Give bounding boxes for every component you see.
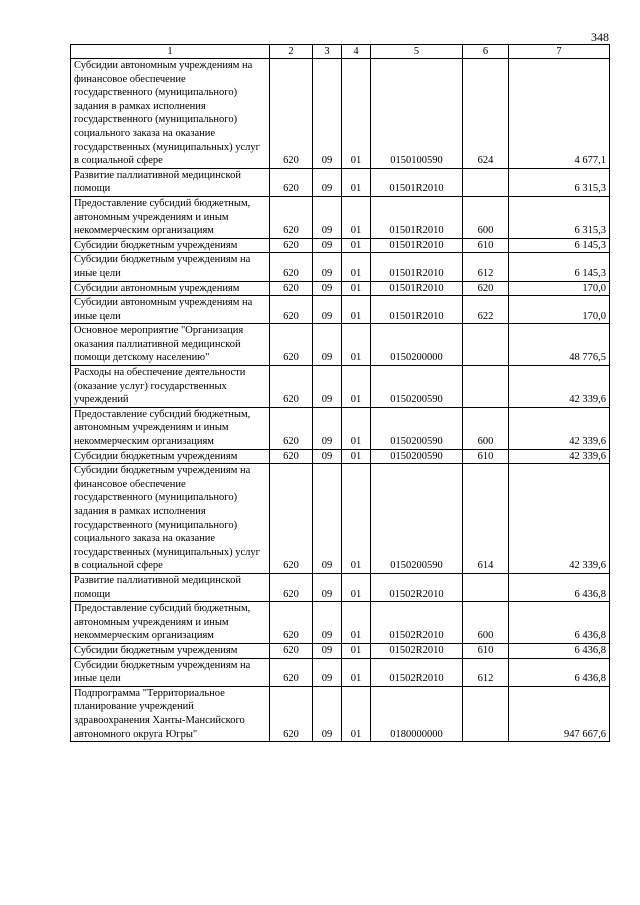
row-name-cell: Предоставление субсидий бюджетным, автономным учреждениям и иным некоммерческим организациям [71, 602, 270, 644]
admin-code-cell: 620 [270, 573, 313, 601]
subsection-code-cell: 01 [342, 658, 371, 686]
row-name-cell: Субсидии бюджетным учреждениям [71, 643, 270, 658]
expense-type-cell: 600 [463, 602, 509, 644]
section-code-cell: 09 [313, 464, 342, 574]
table-row [71, 59, 610, 169]
amount-cell: 6 436,8 [509, 602, 610, 644]
expense-type-cell [463, 366, 509, 408]
row-name-cell: Развитие паллиативной медицинской помощи [71, 168, 270, 196]
amount-cell: 42 339,6 [509, 407, 610, 449]
target-article-cell: 0180000000 [371, 686, 463, 741]
expense-type-cell [463, 168, 509, 196]
target-article-cell: 01502R2010 [371, 643, 463, 658]
section-code-cell: 09 [313, 602, 342, 644]
table-row [71, 573, 610, 601]
header-col-5: 5 [371, 45, 463, 59]
header-col-3: 3 [313, 45, 342, 59]
target-article-cell: 01502R2010 [371, 602, 463, 644]
section-code-cell: 09 [313, 643, 342, 658]
table-row [71, 296, 610, 324]
amount-cell: 6 436,8 [509, 658, 610, 686]
subsection-code-cell: 01 [342, 253, 371, 281]
subsection-code-cell: 01 [342, 686, 371, 741]
section-code-cell: 09 [313, 238, 342, 253]
row-name-cell: Расходы на обеспечение деятельности (оказание услуг) государственных учреждений [71, 366, 270, 408]
amount-cell: 42 339,6 [509, 464, 610, 574]
admin-code-cell: 620 [270, 324, 313, 366]
expense-type-cell: 610 [463, 449, 509, 464]
section-code-cell: 09 [313, 686, 342, 741]
amount-cell: 170,0 [509, 281, 610, 296]
page-number: 348 [591, 30, 609, 44]
amount-cell: 48 776,5 [509, 324, 610, 366]
subsection-code-cell: 01 [342, 464, 371, 574]
amount-cell: 6 145,3 [509, 238, 610, 253]
target-article-cell: 0150200590 [371, 449, 463, 464]
table-row [71, 643, 610, 658]
subsection-code-cell: 01 [342, 238, 371, 253]
subsection-code-cell: 01 [342, 281, 371, 296]
target-article-cell: 0150200000 [371, 324, 463, 366]
row-name-cell: Субсидии бюджетным учреждениям на финансовое обеспечение государственного (муниципального) задания в рамках исполнения государственного (муниципального) социального заказа на оказание государственных (муниципальных) услуг в социальной сфере [71, 464, 270, 574]
admin-code-cell: 620 [270, 658, 313, 686]
row-name-cell: Субсидии автономным учреждениям на иные цели [71, 296, 270, 324]
expense-type-cell: 610 [463, 643, 509, 658]
amount-cell: 6 315,3 [509, 168, 610, 196]
section-code-cell: 09 [313, 168, 342, 196]
row-name-cell: Развитие паллиативной медицинской помощи [71, 573, 270, 601]
amount-cell: 170,0 [509, 296, 610, 324]
target-article-cell: 01501R2010 [371, 296, 463, 324]
subsection-code-cell: 01 [342, 602, 371, 644]
subsection-code-cell: 01 [342, 449, 371, 464]
header-col-2: 2 [270, 45, 313, 59]
budget-table [70, 44, 610, 742]
admin-code-cell: 620 [270, 366, 313, 408]
target-article-cell: 01501R2010 [371, 281, 463, 296]
row-name-cell: Субсидии бюджетным учреждениям [71, 449, 270, 464]
amount-cell: 6 436,8 [509, 573, 610, 601]
section-code-cell: 09 [313, 59, 342, 169]
target-article-cell: 01501R2010 [371, 168, 463, 196]
subsection-code-cell: 01 [342, 296, 371, 324]
table-row [71, 449, 610, 464]
target-article-cell: 01502R2010 [371, 658, 463, 686]
row-name-cell: Субсидии бюджетным учреждениям [71, 238, 270, 253]
subsection-code-cell: 01 [342, 573, 371, 601]
section-code-cell: 09 [313, 658, 342, 686]
target-article-cell: 0150100590 [371, 59, 463, 169]
table-row [71, 238, 610, 253]
target-article-cell: 01501R2010 [371, 196, 463, 238]
table-row [71, 366, 610, 408]
row-name-cell: Субсидии бюджетным учреждениям на иные цели [71, 253, 270, 281]
table-row [71, 324, 610, 366]
amount-cell: 6 145,3 [509, 253, 610, 281]
table-row [71, 602, 610, 644]
row-name-cell: Предоставление субсидий бюджетным, автономным учреждениям и иным некоммерческим организациям [71, 196, 270, 238]
table-row [71, 281, 610, 296]
expense-type-cell [463, 324, 509, 366]
admin-code-cell: 620 [270, 59, 313, 169]
admin-code-cell: 620 [270, 602, 313, 644]
section-code-cell: 09 [313, 366, 342, 408]
admin-code-cell: 620 [270, 238, 313, 253]
expense-type-cell: 610 [463, 238, 509, 253]
subsection-code-cell: 01 [342, 366, 371, 408]
row-name-cell: Субсидии автономным учреждениям [71, 281, 270, 296]
admin-code-cell: 620 [270, 196, 313, 238]
admin-code-cell: 620 [270, 643, 313, 658]
amount-cell: 6 436,8 [509, 643, 610, 658]
header-col-4: 4 [342, 45, 371, 59]
expense-type-cell: 600 [463, 196, 509, 238]
admin-code-cell: 620 [270, 253, 313, 281]
expense-type-cell [463, 686, 509, 741]
subsection-code-cell: 01 [342, 643, 371, 658]
subsection-code-cell: 01 [342, 59, 371, 169]
expense-type-cell [463, 573, 509, 601]
table-row [71, 686, 610, 741]
admin-code-cell: 620 [270, 281, 313, 296]
row-name-cell: Основное мероприятие "Организация оказания паллиативной медицинской помощи детскому населению" [71, 324, 270, 366]
admin-code-cell: 620 [270, 449, 313, 464]
target-article-cell: 01502R2010 [371, 573, 463, 601]
section-code-cell: 09 [313, 253, 342, 281]
table-row [71, 407, 610, 449]
section-code-cell: 09 [313, 196, 342, 238]
row-name-cell: Предоставление субсидий бюджетным, автономным учреждениям и иным некоммерческим организациям [71, 407, 270, 449]
admin-code-cell: 620 [270, 686, 313, 741]
expense-type-cell: 612 [463, 253, 509, 281]
table-row [71, 253, 610, 281]
table-body [71, 59, 610, 742]
row-name-cell: Подпрограмма "Территориальное планирование учреждений здравоохранения Ханты-Мансийского автономного округа Югры" [71, 686, 270, 741]
admin-code-cell: 620 [270, 168, 313, 196]
header-row [71, 45, 610, 59]
expense-type-cell: 622 [463, 296, 509, 324]
target-article-cell: 0150200590 [371, 366, 463, 408]
subsection-code-cell: 01 [342, 168, 371, 196]
row-name-cell: Субсидии автономным учреждениям на финансовое обеспечение государственного (муниципального) задания в рамках исполнения государственного (муниципального) социального заказа на оказание государственных (муниципальных) услуг в социальной сфере [71, 59, 270, 169]
subsection-code-cell: 01 [342, 196, 371, 238]
expense-type-cell: 620 [463, 281, 509, 296]
amount-cell: 42 339,6 [509, 449, 610, 464]
section-code-cell: 09 [313, 296, 342, 324]
header-col-6: 6 [463, 45, 509, 59]
expense-type-cell: 612 [463, 658, 509, 686]
target-article-cell: 01501R2010 [371, 253, 463, 281]
admin-code-cell: 620 [270, 407, 313, 449]
table-row [71, 168, 610, 196]
target-article-cell: 0150200590 [371, 407, 463, 449]
section-code-cell: 09 [313, 573, 342, 601]
section-code-cell: 09 [313, 281, 342, 296]
section-code-cell: 09 [313, 407, 342, 449]
section-code-cell: 09 [313, 324, 342, 366]
table-row [71, 464, 610, 574]
header-col-1: 1 [71, 45, 270, 59]
target-article-cell: 01501R2010 [371, 238, 463, 253]
expense-type-cell: 614 [463, 464, 509, 574]
section-code-cell: 09 [313, 449, 342, 464]
amount-cell: 4 677,1 [509, 59, 610, 169]
target-article-cell: 0150200590 [371, 464, 463, 574]
amount-cell: 947 667,6 [509, 686, 610, 741]
table-row [71, 196, 610, 238]
table-row [71, 658, 610, 686]
expense-type-cell: 600 [463, 407, 509, 449]
expense-type-cell: 624 [463, 59, 509, 169]
subsection-code-cell: 01 [342, 324, 371, 366]
amount-cell: 6 315,3 [509, 196, 610, 238]
header-col-7: 7 [509, 45, 610, 59]
subsection-code-cell: 01 [342, 407, 371, 449]
row-name-cell: Субсидии бюджетным учреждениям на иные цели [71, 658, 270, 686]
table-header [71, 45, 610, 59]
amount-cell: 42 339,6 [509, 366, 610, 408]
admin-code-cell: 620 [270, 296, 313, 324]
admin-code-cell: 620 [270, 464, 313, 574]
